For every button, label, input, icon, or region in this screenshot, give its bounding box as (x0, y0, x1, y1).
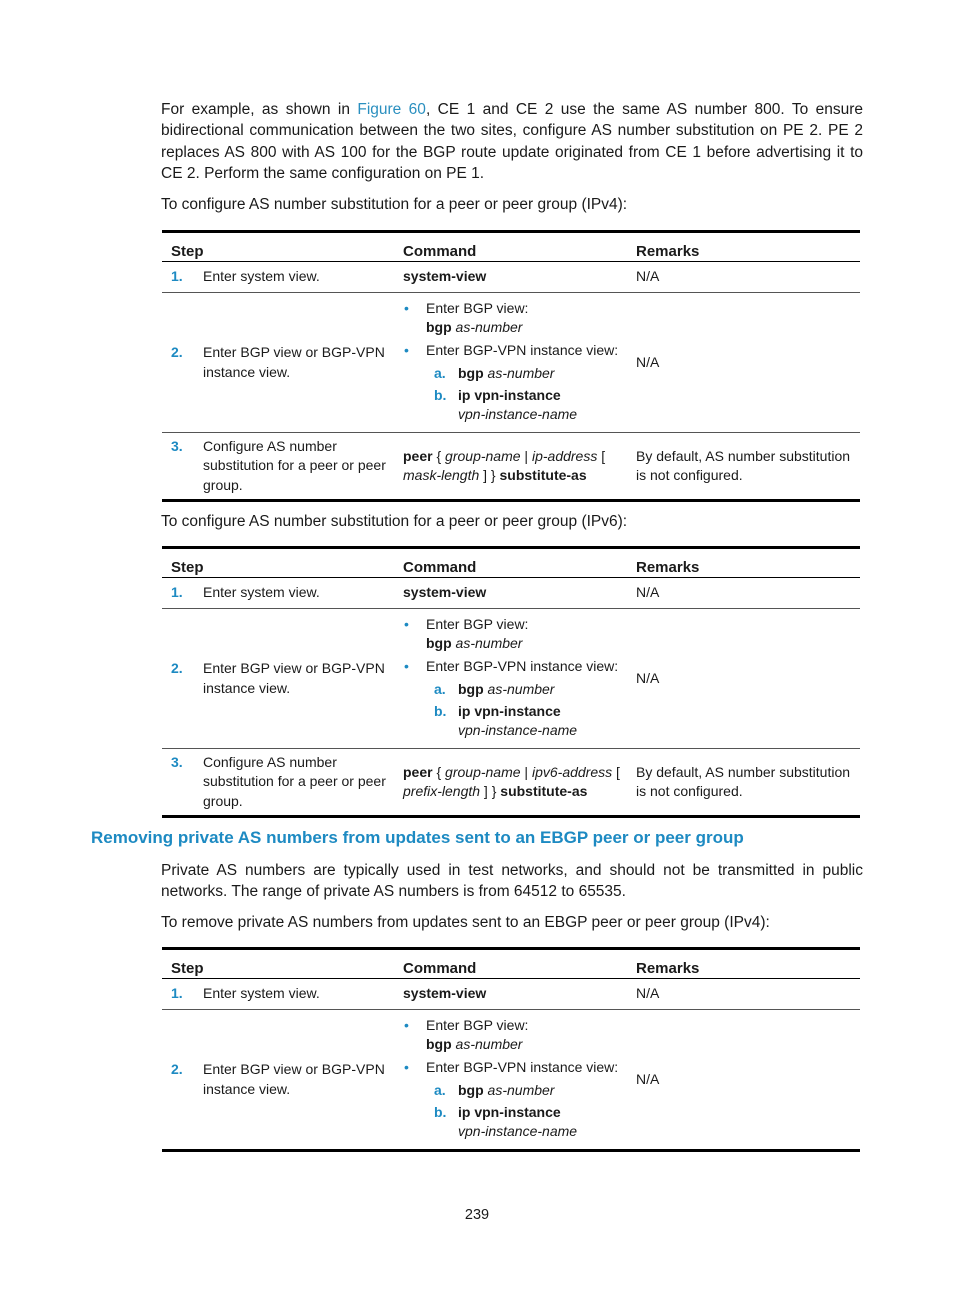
step-text: Enter system view. (203, 584, 320, 601)
command-bullets (403, 1016, 623, 1141)
header-remarks: Remarks (627, 232, 860, 262)
remark-text: N/A (627, 609, 860, 749)
header-step: Step (162, 548, 394, 578)
header-command: Command (394, 232, 627, 262)
step-text: Enter system view. (203, 985, 320, 1002)
lead-remove-private: To remove private AS numbers from updates sent to an EBGP peer or peer group (IPv4): (161, 914, 770, 931)
command-text: system-view (403, 584, 487, 601)
header-command: Command (394, 548, 627, 578)
header-step: Step (162, 949, 394, 979)
step-text: Configure AS number substitution for a peer or peer group. (203, 754, 386, 809)
header-remarks: Remarks (627, 949, 860, 979)
sub-step: a. bgp as-number (434, 1081, 555, 1098)
step-number: 2. (171, 344, 183, 361)
step-number: 2. (171, 660, 183, 677)
remark-text: N/A (627, 262, 860, 293)
sub-steps (426, 1081, 623, 1142)
sub-step: b. ip vpn-instance vpn-instance-name (434, 702, 578, 739)
step-text: Enter system view. (203, 268, 320, 285)
step-number: 2. (171, 1061, 183, 1078)
header-remarks: Remarks (627, 548, 860, 578)
table-header (162, 949, 860, 979)
figure-link[interactable]: Figure 60 (357, 101, 426, 118)
remark-text: By default, AS number substitution is not configured. (627, 749, 860, 817)
bullet-item: • Enter BGP view: bgp as-number (403, 615, 623, 653)
intro-paragraph (161, 99, 863, 185)
step-number: 3. (171, 754, 183, 771)
sub-step: b. ip vpn-instance vpn-instance-name (434, 386, 578, 423)
remark-text: N/A (627, 979, 860, 1010)
table-as-substitution-ipv6 (162, 546, 860, 818)
step-number: 3. (171, 438, 183, 455)
remark-text: By default, AS number substitution is not configured. (627, 433, 860, 501)
sub-step: a. bgp as-number (434, 680, 555, 697)
table-row (162, 749, 860, 817)
intro-text: For example, as shown in (161, 101, 358, 118)
table-row (162, 979, 860, 1010)
sub-step: a. bgp as-number (434, 364, 555, 381)
section-heading: Removing private AS numbers from updates sent to an EBGP peer or peer group (91, 828, 744, 847)
table-remove-private-as (162, 947, 860, 1152)
command-text: peer { group-name | ip-address [ mask-length ] } substitute-as (394, 433, 627, 501)
page-number: 239 (464, 1207, 490, 1223)
private-as-paragraph: Private AS numbers are typically used in test networks, and should not be transmitted in public networks. The range of private AS numbers is from 64512 to 65535. (161, 862, 863, 901)
table-row (162, 578, 860, 609)
table-row (162, 262, 860, 293)
remark-text: N/A (627, 578, 860, 609)
table-row (162, 1010, 860, 1151)
lead-ipv4: To configure AS number substitution for a peer or peer group (IPv4): (161, 196, 628, 213)
step-number: 1. (171, 985, 183, 1002)
table-row (162, 433, 860, 501)
sub-steps (426, 680, 623, 741)
table-header (162, 548, 860, 578)
header-command: Command (394, 949, 627, 979)
step-number: 1. (171, 268, 183, 285)
sub-steps (426, 364, 623, 425)
remark-text: N/A (627, 1010, 860, 1151)
step-text: Configure AS number substitution for a peer or peer group. (203, 438, 386, 493)
bullet-item: • Enter BGP-VPN instance view: a. bgp as-number b. ip vpn-instance vpn-instance-name (403, 657, 623, 740)
bullet-item: • Enter BGP view: bgp as-number (403, 299, 623, 337)
command-text: system-view (403, 985, 487, 1002)
intro-text-rest: , CE 1 and CE 2 use the same AS number 800. To ensure bidirectional communication between the two sites, configure AS number substitution on PE 2. PE 2 replaces AS 800 with AS 100 for the BGP route update originated from CE 1 before advertising it to CE 2. Perform the same configuration on PE 1. (161, 101, 863, 183)
step-number: 1. (171, 584, 183, 601)
lead-ipv6: To configure AS number substitution for a peer or peer group (IPv6): (161, 513, 628, 530)
table-as-substitution-ipv4 (162, 230, 860, 502)
command-text: system-view (403, 268, 487, 285)
command-bullets (403, 615, 623, 740)
bullet-item: • Enter BGP-VPN instance view: a. bgp as-number b. ip vpn-instance vpn-instance-name (403, 341, 623, 424)
command-bullets (403, 299, 623, 424)
sub-step: b. ip vpn-instance vpn-instance-name (434, 1103, 578, 1140)
bullet-item: • Enter BGP-VPN instance view: a. bgp as-number b. ip vpn-instance vpn-instance-name (403, 1058, 623, 1141)
table-header (162, 232, 860, 262)
table-row (162, 609, 860, 749)
step-text: Enter BGP view or BGP-VPN instance view. (203, 1061, 385, 1097)
header-step: Step (162, 232, 394, 262)
bullet-item: • Enter BGP view: bgp as-number (403, 1016, 623, 1054)
command-text: peer { group-name | ipv6-address [ prefix-length ] } substitute-as (394, 749, 627, 817)
remark-text: N/A (627, 293, 860, 433)
step-text: Enter BGP view or BGP-VPN instance view. (203, 344, 385, 380)
step-text: Enter BGP view or BGP-VPN instance view. (203, 660, 385, 696)
table-row (162, 293, 860, 433)
